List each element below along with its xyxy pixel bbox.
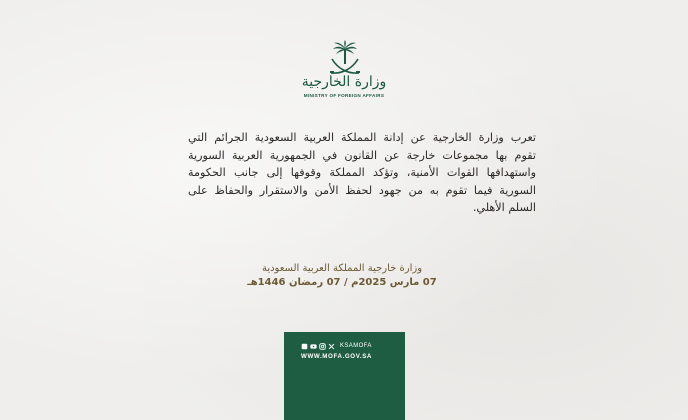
statement-body	[188, 129, 536, 217]
website-link[interactable]: WWW.MOFA.GOV.SA	[301, 353, 372, 360]
ministry-name-arabic: وزارة الخارجية	[301, 74, 387, 90]
statement-line: السورية فيما تقوم به من جهود لحفظ الأمن والاستقرار والحفاظ على	[188, 183, 536, 197]
signature-date: 07 مارس 2025م / 07 رمضان 1446هـ	[247, 277, 437, 288]
social-handle[interactable]: KSAMOFA	[340, 343, 372, 349]
signature-name: وزارة خارجية المملكة العربية السعودية	[261, 263, 423, 274]
ministry-name-english: MINISTRY OF FOREIGN AFFAIRS	[303, 93, 385, 98]
statement-line: تقوم بها مجموعات خارجة عن القانون في الجمهورية العربية السورية	[188, 148, 536, 162]
statement-line: تعرب وزارة الخارجية عن إدانة المملكة العربية السعودية الجرائم التي	[188, 131, 536, 144]
signature-block	[246, 262, 438, 290]
social-links	[301, 341, 372, 351]
statement-line: السلم الأهلي.	[472, 201, 536, 215]
square-icon[interactable]	[301, 343, 308, 350]
youtube-icon[interactable]	[310, 343, 317, 350]
instagram-icon[interactable]	[319, 343, 326, 350]
ministry-logo	[292, 40, 396, 102]
x-icon[interactable]	[328, 343, 335, 350]
statement-line: واستهدافها القوات الأمنية، وتؤكد المملكة وقوفها إلى جانب الحكومة	[188, 166, 536, 180]
contact-panel	[284, 332, 405, 420]
